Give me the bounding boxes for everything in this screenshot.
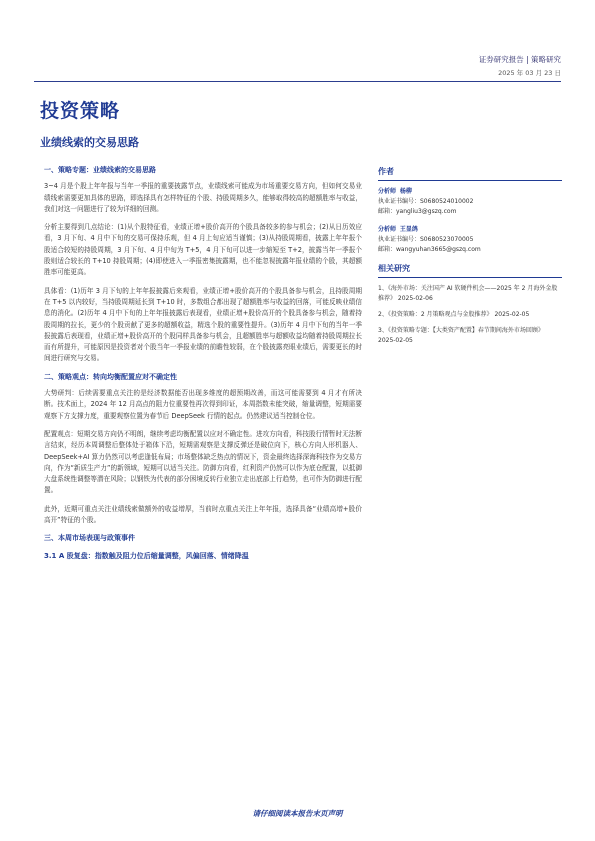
related-heading: 相关研究	[378, 263, 562, 278]
analyst-name: 杨柳	[399, 188, 412, 195]
analyst-email[interactable]: 邮箱：wangyuhan3665@gszq.com	[378, 246, 481, 253]
analyst-card	[378, 187, 562, 217]
section-heading: 二、策略观点：转向均衡配置应对不确定性	[44, 372, 177, 381]
report-type: 证券研究报告 | 策略研究	[478, 55, 561, 64]
paragraph: 大势研判：后续需要重点关注的是经济数据能否出现多维度的超预期改善，而这可能需要到 4 月才有所决断。技术面上，2024 年 12 月高点的阻力位重要性再次得到印证，本周指数未能突破，缩量调整，短期需要观察下方支撑力度，重要观察位置为春节后 DeepSeek 行情的起点。仍然建议适当控制仓位。	[44, 389, 362, 420]
analyst-role: 分析师	[378, 188, 397, 195]
analyst-role: 分析师	[378, 226, 397, 233]
analyst-email[interactable]: 邮箱：yangliu3@gszq.com	[378, 208, 457, 215]
analyst-license: 执业证书编号：S0680524010002	[378, 198, 474, 205]
authors-heading: 作者	[378, 166, 562, 181]
analyst-license: 执业证书编号：S0680523070005	[378, 236, 474, 243]
page-title: 投资策略	[40, 100, 121, 122]
header-divider	[34, 81, 561, 82]
related-report-link[interactable]: 3、《投资策略专题：【大类资产配置】春节期间海外市场回顾》 2025-02-05	[378, 327, 544, 344]
paragraph: 具体看：(1)历年 3 月下旬的上年年报披露后来观看，业绩正增+股价高开的个股具备参与机会，且持股周期在 T+5 以内较好，当持股周期延长到 T+10 时，多数组合都出现了超额胜率与收益的回落，可能反映业绩信息的消化。(2)历年 4 月中下旬的上年年报披露后表现看，业绩正增+股价高开的个股具备参与机会，随着持股周期的拉长，更少的个股贡献了更多的超额收益，精选个股的重要性提升。(3)历年 4 月中下旬的当年一季报披露后表现看，业绩正增+股价高开的个股同样具备参与机会，且超额胜率与超额收益均随着持股周期拉长而有所提升，可能原因是投资者对个股当年一季报业绩的前瞻性较弱，在个股披露亮眼业绩后，需要更长的时间进行研究与交易。	[44, 286, 362, 363]
paragraph: 此外，近期可重点关注业绩线索做额外的收益增厚，当前时点重点关注上年年报，选择具备“业绩高增+股价高开”特征的个股。	[44, 504, 362, 525]
page-subtitle: 业绩线索的交易思路	[40, 136, 139, 149]
sidebar	[378, 166, 562, 352]
report-date: 2025 年 03 月 23 日	[498, 69, 561, 77]
analyst-card	[378, 225, 562, 255]
paragraph: 3~4 月是个股上年年报与当年一季报的重要披露节点，业绩线索可能成为市场重要交易方向，但如何交易业绩线索需要更加具体的思路，即选择具有怎样特征的个股、持股周期多久，能够取得较高的超额胜率与收益，我们对这一问题进行了较为详细的回测。	[44, 182, 362, 213]
section-heading: 一、策略专题：业绩线索的交易思路	[44, 166, 156, 174]
related-report-link[interactable]: 2、《投资策略：2 月策略观点与金股推荐》 2025-02-05	[378, 311, 530, 318]
paragraph: 分析主要得到几点结论：(1)从个股特征看，业绩正增+股价高开的个股具备较多的参与机会；(2)从日历效应看，3 月下旬、4 月中下旬的交易可保持乐观，但 4 月上旬应适当谨慎；(3)从持股周期看，披露上年年报个股适合较短的持股周期，3 月下旬、4 月中旬为 T+5，4 月下旬可以进一步缩短至 T+2，披露当年一季报个股则适合较长的 T+10 持股周期；(4)即使进入一季报密集披露期，也不能忽视披露年报业绩的个股，其超额胜率可能更高。	[44, 223, 362, 277]
main-content	[44, 165, 362, 562]
analyst-name: 王显鸽	[399, 226, 418, 233]
section-heading: 三、本周市场表现与政策事件	[44, 534, 135, 543]
subsection-heading: 3.1 A 股复盘：指数触及阻力位后缩量调整，风偏回落、情绪降温	[44, 551, 249, 560]
footer-disclaimer: 请仔细阅读本报告末页声明	[252, 809, 343, 818]
paragraph: 配置观点：短期交易方向仍不明朗，继续考虑均衡配置以应对不确定性。进攻方向看，科技股行情暂时无法断言结束，经历本周调整后整体处于箱体下沿，短期需观察是支撑反弹还是破位向下，核心方向人形机器人、DeepSeek+AI 算力仍然可以考虑逢低布局；市场整体缺乏热点的情况下，资金最终选择深海科技作为交易方向，作为“新质生产力”的新领域，短期可以适当关注。防御方向看，红利资产仍然可以作为底仓配置，以抵御大盘系统性调整等潜在风险；以钢铁为代表的部分困境反转行业独立走出底部上行趋势，也可作为防御进行配置。	[44, 429, 362, 495]
related-report-link[interactable]: 1、《海外市场：关注国产 AI 软硬件机会——2025 年 2 月海外金股推荐》 2025-02-06	[378, 285, 558, 302]
